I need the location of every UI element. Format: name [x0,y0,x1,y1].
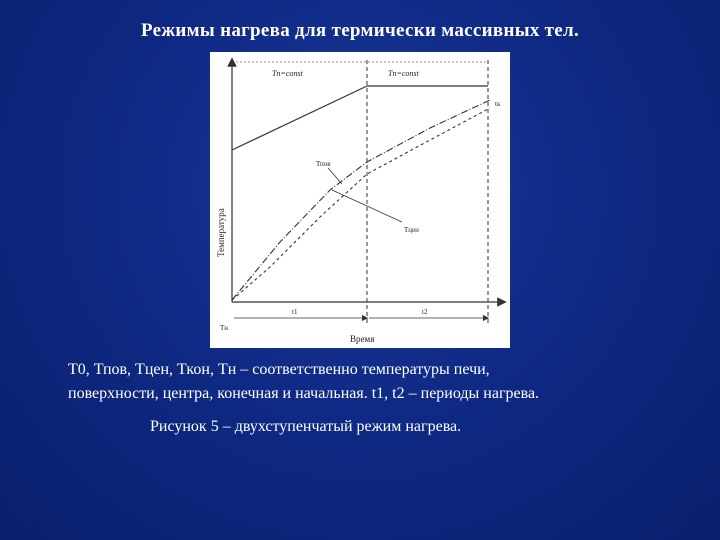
furnace-temp-line-stage1 [232,86,367,150]
heating-diagram [210,52,510,348]
period1-label: t1 [292,308,298,316]
surface-label-pointer [328,168,342,184]
y-axis-label: Температура [216,208,226,257]
figure-caption: Рисунок 5 – двухступенчатый режим нагрева. [150,418,462,435]
initial-temp-label: Тн [220,324,229,332]
heating-diagram-svg [210,52,510,348]
slide-title: Режимы нагрева для термически массивных тел. [140,20,580,41]
stage2-label: Tп=const [388,69,419,78]
legend-line-2: поверхности, центра, конечная и начальная. t1, t2 – периоды нагрева. [68,385,540,402]
center-temp-curve [232,108,490,300]
legend-line-1: Т0, Тпов, Тцен, Ткон, Тн – соответственно температуры печи, [68,361,490,378]
center-temp-label: Тцен [404,226,419,234]
stage1-label: Tп=const [272,69,303,78]
period2-label: t2 [422,308,428,316]
surface-temp-curve [232,100,490,300]
x-axis-label: Время [350,334,375,344]
surface-temp-label: Тпов [316,160,331,168]
final-temp-label: tк [495,100,501,108]
legend-text [68,358,688,406]
